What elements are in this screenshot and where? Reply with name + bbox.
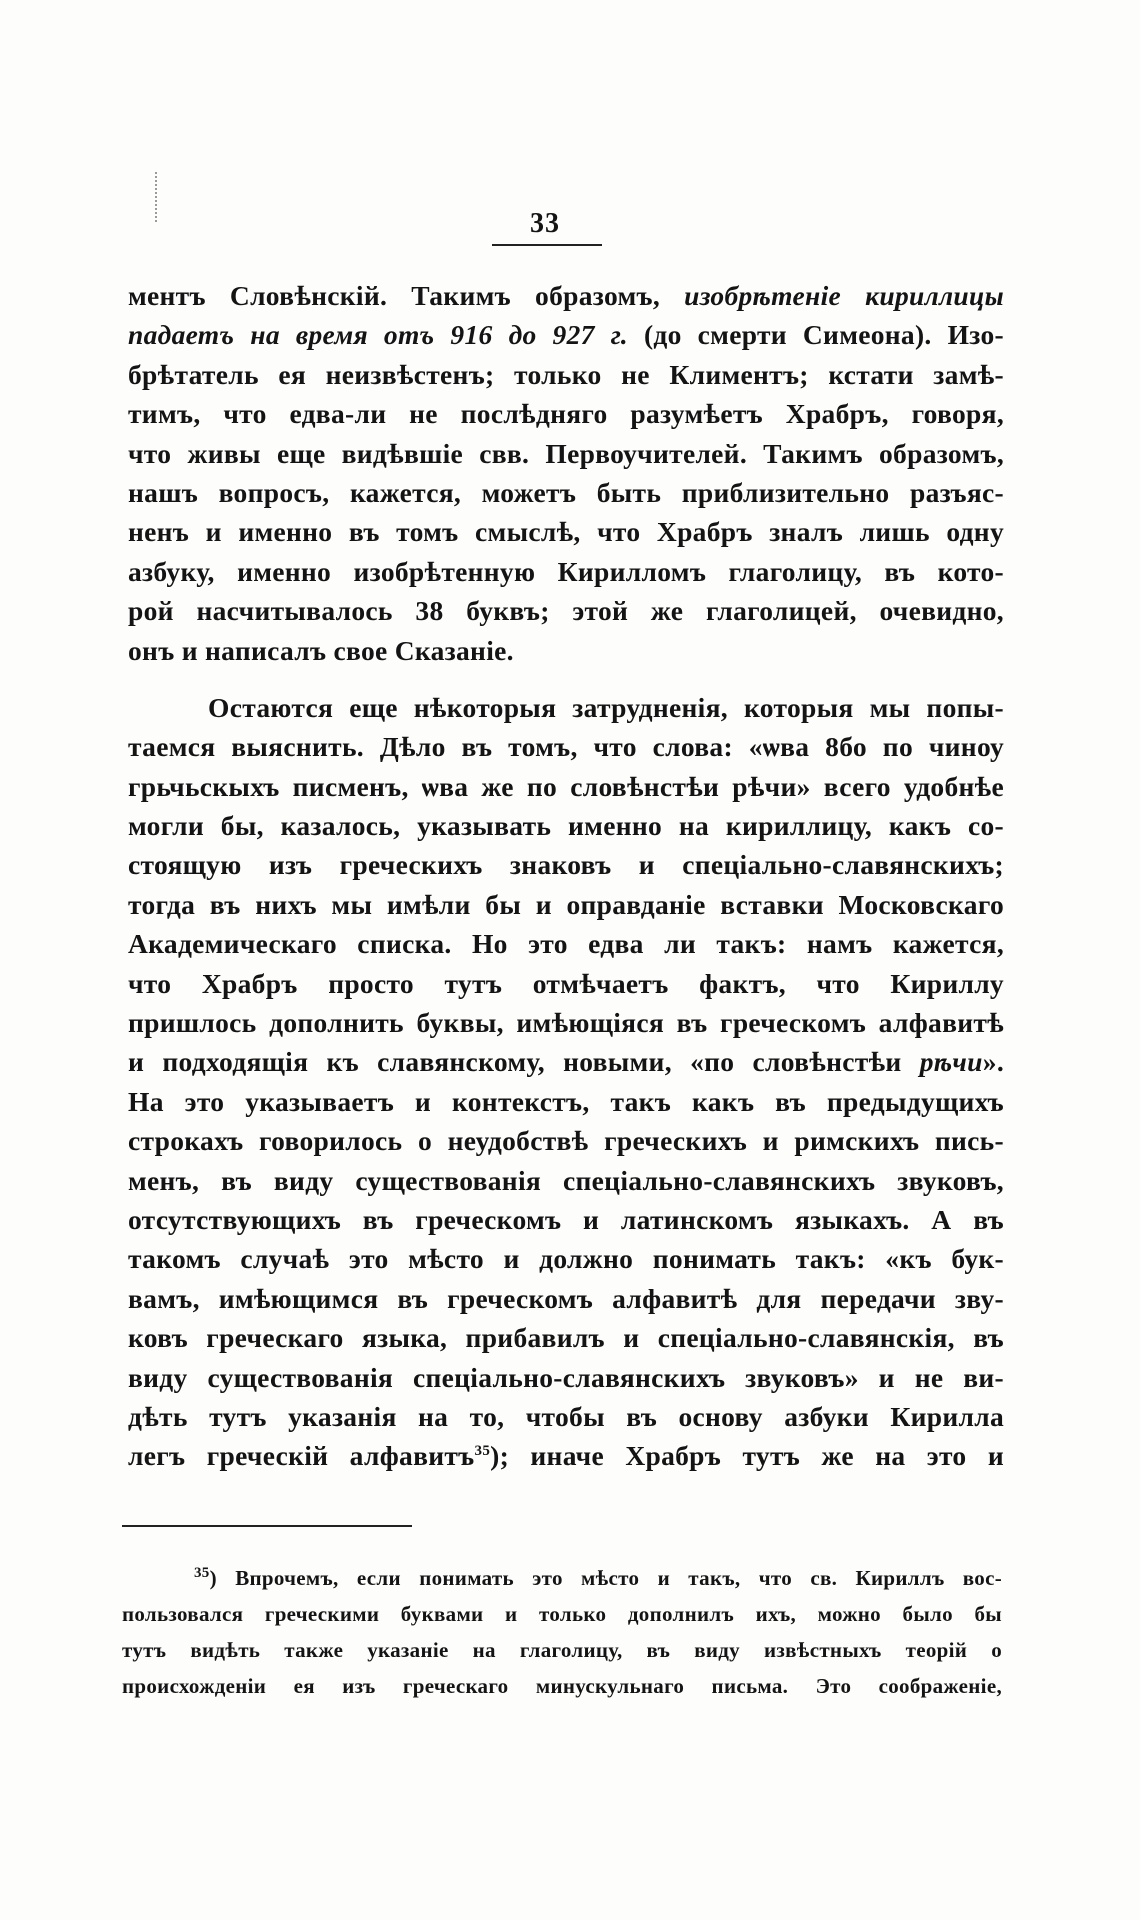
text-line: стоящую изъ греческихъ знаковъ и спеціально-славянскихъ;	[128, 849, 1004, 881]
text-run: и подходящія къ славянскому, новыми, «по словѣнстѣи	[128, 1046, 920, 1078]
text-line: что Храбръ просто тутъ отмѣчаетъ фактъ, что Кириллу	[128, 967, 1004, 999]
footnote-line: тутъ видѣть также указаніе на глаголицу, въ виду извѣстныхъ теорій о	[122, 1638, 1002, 1662]
text-line: рой насчитывалось 38 буквъ; этой же глаголицей, очевидно,	[128, 595, 1004, 627]
text-line: Остаются еще нѣкоторыя затрудненія, которыя мы попы-	[208, 691, 1004, 723]
text-line: виду существованія спеціально-славянскихъ звуковъ» и не ви-	[128, 1361, 1004, 1393]
page-number-rule	[492, 244, 602, 246]
text-line: таемся выяснить. Дѣло въ томъ, что слова: «ѡва 8бо по чиноу	[128, 731, 1004, 763]
italic-run: падаетъ на время отъ 916 до 927 г.	[128, 319, 628, 351]
text-line: отсутствующихъ въ греческомъ и латинскомъ языкахъ. А въ	[128, 1203, 1004, 1235]
text-line: вамъ, имѣющимся въ греческомъ алфавитѣ для передачи зву-	[128, 1282, 1004, 1314]
text-line	[128, 1436, 1004, 1475]
footnote-line: пользовался греческими буквами и только дополнилъ ихъ, можно было бы	[122, 1602, 1002, 1626]
text-line: строкахъ говорилось о неудобствѣ греческихъ и римскихъ пись-	[128, 1125, 1004, 1157]
text-line: могли бы, казалось, указывать именно на кириллицу, какъ со-	[128, 810, 1004, 842]
text-line: такомъ случаѣ это мѣсто и должно понимать такъ: «къ бук-	[128, 1243, 1004, 1275]
text-line: ковъ греческаго языка, прибавилъ и спеціально-славянскія, въ	[128, 1322, 1004, 1354]
text-line: тимъ, что едва-ли не послѣдняго разумѣетъ Храбръ, говоря,	[128, 398, 1004, 430]
italic-run: изобрѣтеніе кириллицы	[684, 280, 1004, 311]
footnote-line: происхожденіи ея изъ греческаго минускульнаго письма. Это соображеніе,	[122, 1674, 1002, 1698]
text-line: нашъ вопросъ, кажется, можетъ быть приблизительно разъяс-	[128, 476, 1004, 508]
text-line: азбуку, именно изобрѣтенную Кирилломъ глаголицу, въ кото-	[128, 555, 1004, 587]
text-run: ментъ Словѣнскій. Такимъ образомъ,	[128, 280, 685, 311]
footnote-marker: 35	[194, 1565, 210, 1581]
italic-run: рѣчи	[919, 1046, 983, 1078]
text-line	[128, 315, 1004, 354]
text-line: На это указываетъ и контекстъ, такъ какъ въ предыдущихъ	[128, 1085, 1004, 1117]
text-line: брѣтатель ея неизвѣстенъ; только не Климентъ; кстати замѣ-	[128, 358, 1004, 390]
footnotes	[122, 1560, 1002, 1704]
text-run: (до смерти Симеона). Изо-	[627, 319, 1004, 351]
text-line: что живы еще видѣвшіе свв. Первоучителей. Такимъ образомъ,	[128, 437, 1004, 469]
text-line: пришлось дополнить буквы, имѣющіяся въ греческомъ алфавитѣ	[128, 1007, 1004, 1039]
text-line: дѣть тутъ указанія на то, чтобы въ основу азбуки Кирилла	[128, 1400, 1004, 1432]
text-line: менъ, въ виду существованія спеціально-славянскихъ звуковъ,	[128, 1164, 1004, 1196]
footnote-ref[interactable]: 35	[474, 1443, 491, 1460]
text-run: легъ греческій алфавитъ	[128, 1440, 475, 1472]
text-line: онъ и написалъ свое Сказаніе.	[128, 634, 514, 666]
margin-marks	[155, 172, 160, 222]
footnote-line	[122, 1560, 1002, 1596]
text-run: ); иначе Храбръ тутъ же на это и	[490, 1440, 1004, 1472]
text-line	[128, 276, 1004, 315]
text-line: грьчьскыхъ писменъ, ѡва же по словѣнстѣи рѣчи» всего удобнѣе	[128, 770, 1004, 802]
text-line: тогда въ нихъ мы имѣли бы и оправданіе вставки Московскаго	[128, 888, 1004, 920]
text-run: ».	[982, 1046, 1004, 1078]
text-line: ненъ и именно въ томъ смыслѣ, что Храбръ зналъ лишь одну	[128, 516, 1004, 548]
body-text	[128, 276, 1004, 1476]
footnote-rule	[122, 1525, 412, 1527]
text-line	[128, 1042, 1004, 1081]
page-number: 33	[530, 208, 560, 239]
text-line: Академическаго списка. Но это едва ли такъ: намъ кажется,	[128, 928, 1004, 960]
text-run: ) Впрочемъ, если понимать это мѣсто и такъ, что св. Кириллъ вос-	[209, 1566, 1002, 1590]
